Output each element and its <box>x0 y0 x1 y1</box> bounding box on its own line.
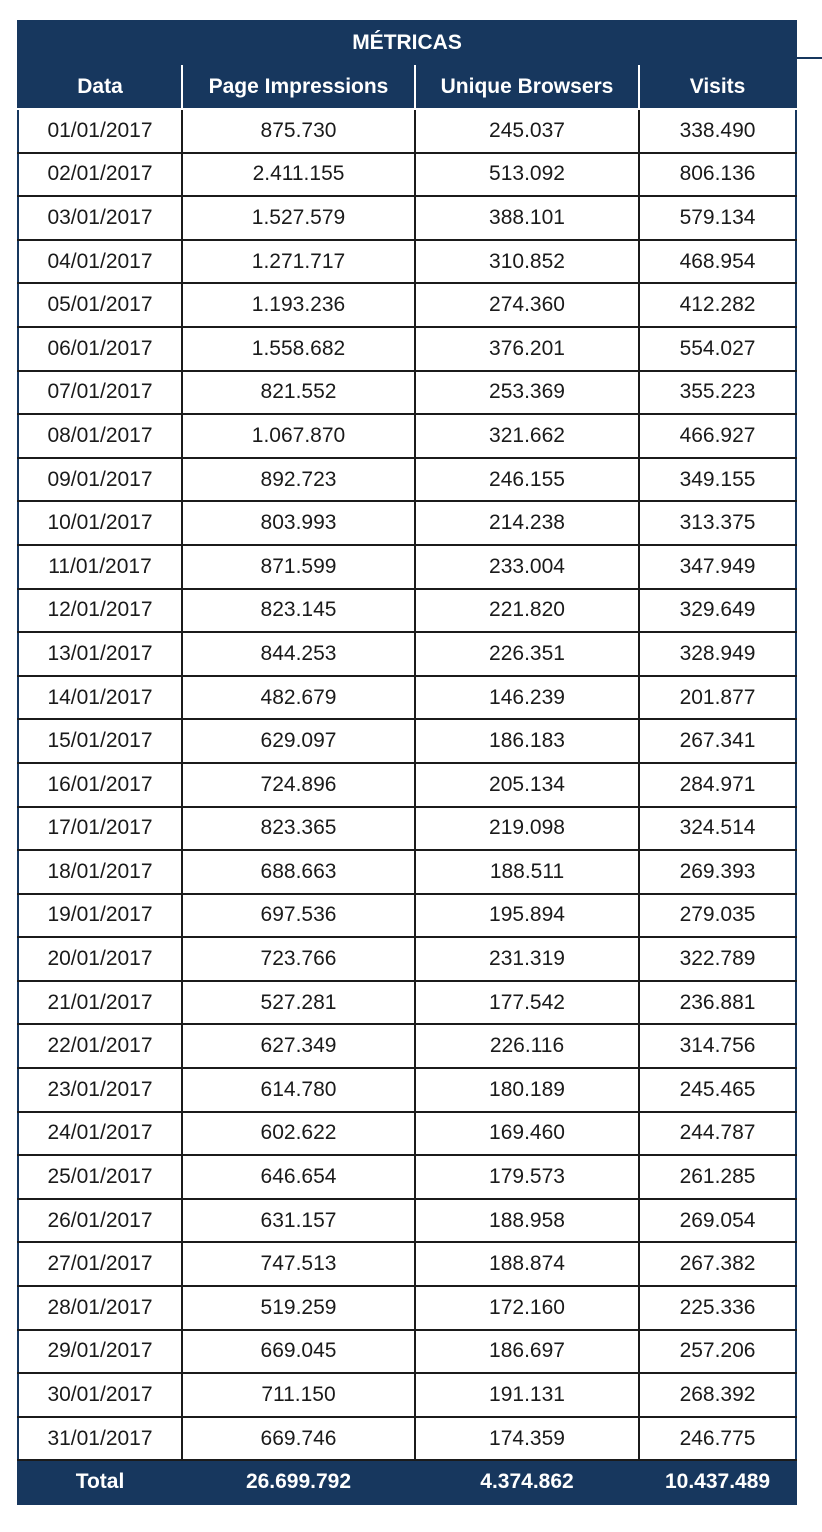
cell-date: 30/01/2017 <box>18 1373 182 1417</box>
cell-visits: 284.971 <box>639 763 796 807</box>
cell-page-impressions: 629.097 <box>182 719 415 763</box>
cell-page-impressions: 631.157 <box>182 1199 415 1243</box>
column-header-unique-browsers: Unique Browsers <box>415 64 639 109</box>
cell-unique-browsers: 186.183 <box>415 719 639 763</box>
table-row <box>18 894 796 938</box>
table-row <box>18 501 796 545</box>
cell-unique-browsers: 253.369 <box>415 371 639 415</box>
cell-date: 12/01/2017 <box>18 589 182 633</box>
cell-date: 29/01/2017 <box>18 1330 182 1374</box>
cell-visits: 268.392 <box>639 1373 796 1417</box>
cell-date: 17/01/2017 <box>18 807 182 851</box>
cell-unique-browsers: 188.874 <box>415 1242 639 1286</box>
cell-date: 08/01/2017 <box>18 414 182 458</box>
cell-unique-browsers: 205.134 <box>415 763 639 807</box>
cell-page-impressions: 614.780 <box>182 1068 415 1112</box>
cell-date: 22/01/2017 <box>18 1024 182 1068</box>
cell-visits: 313.375 <box>639 501 796 545</box>
cell-page-impressions: 892.723 <box>182 458 415 502</box>
cell-page-impressions: 723.766 <box>182 937 415 981</box>
cell-date: 16/01/2017 <box>18 763 182 807</box>
table-row <box>18 327 796 371</box>
cell-page-impressions: 602.622 <box>182 1112 415 1156</box>
cell-visits: 347.949 <box>639 545 796 589</box>
cell-page-impressions: 669.746 <box>182 1417 415 1461</box>
cell-date: 04/01/2017 <box>18 240 182 284</box>
cell-unique-browsers: 188.958 <box>415 1199 639 1243</box>
cell-unique-browsers: 180.189 <box>415 1068 639 1112</box>
cell-visits: 329.649 <box>639 589 796 633</box>
cell-unique-browsers: 231.319 <box>415 937 639 981</box>
cell-date: 05/01/2017 <box>18 283 182 327</box>
cell-date: 14/01/2017 <box>18 676 182 720</box>
cell-visits: 279.035 <box>639 894 796 938</box>
cell-visits: 349.155 <box>639 458 796 502</box>
cell-unique-browsers: 310.852 <box>415 240 639 284</box>
table-row <box>18 458 796 502</box>
cell-unique-browsers: 179.573 <box>415 1155 639 1199</box>
cell-page-impressions: 688.663 <box>182 850 415 894</box>
table-row <box>18 981 796 1025</box>
table-row <box>18 937 796 981</box>
cell-page-impressions: 669.045 <box>182 1330 415 1374</box>
total-page-impressions: 26.699.792 <box>182 1460 415 1504</box>
cell-visits: 554.027 <box>639 327 796 371</box>
cell-visits: 257.206 <box>639 1330 796 1374</box>
cell-unique-browsers: 388.101 <box>415 196 639 240</box>
cell-date: 02/01/2017 <box>18 153 182 197</box>
table-row <box>18 545 796 589</box>
cell-unique-browsers: 186.697 <box>415 1330 639 1374</box>
cell-page-impressions: 1.067.870 <box>182 414 415 458</box>
cell-visits: 267.341 <box>639 719 796 763</box>
cell-unique-browsers: 221.820 <box>415 589 639 633</box>
total-row <box>18 1460 796 1504</box>
cell-page-impressions: 1.193.236 <box>182 283 415 327</box>
cell-visits: 269.054 <box>639 1199 796 1243</box>
cell-page-impressions: 844.253 <box>182 632 415 676</box>
total-label: Total <box>18 1460 182 1504</box>
cell-date: 06/01/2017 <box>18 327 182 371</box>
cell-unique-browsers: 274.360 <box>415 283 639 327</box>
table-row <box>18 109 796 153</box>
cell-page-impressions: 646.654 <box>182 1155 415 1199</box>
cell-date: 13/01/2017 <box>18 632 182 676</box>
table-row <box>18 1286 796 1330</box>
cell-visits: 225.336 <box>639 1286 796 1330</box>
cell-page-impressions: 482.679 <box>182 676 415 720</box>
cell-unique-browsers: 226.116 <box>415 1024 639 1068</box>
table-title: MÉTRICAS <box>18 21 796 64</box>
table-row <box>18 283 796 327</box>
cell-unique-browsers: 219.098 <box>415 807 639 851</box>
table-row <box>18 719 796 763</box>
table-row <box>18 850 796 894</box>
cell-page-impressions: 871.599 <box>182 545 415 589</box>
cell-date: 19/01/2017 <box>18 894 182 938</box>
table-row <box>18 589 796 633</box>
accent-line <box>795 57 822 59</box>
cell-date: 15/01/2017 <box>18 719 182 763</box>
cell-date: 01/01/2017 <box>18 109 182 153</box>
table-row <box>18 371 796 415</box>
cell-unique-browsers: 195.894 <box>415 894 639 938</box>
cell-page-impressions: 711.150 <box>182 1373 415 1417</box>
cell-visits: 468.954 <box>639 240 796 284</box>
cell-unique-browsers: 172.160 <box>415 1286 639 1330</box>
cell-page-impressions: 1.558.682 <box>182 327 415 371</box>
cell-date: 24/01/2017 <box>18 1112 182 1156</box>
cell-date: 11/01/2017 <box>18 545 182 589</box>
cell-page-impressions: 724.896 <box>182 763 415 807</box>
column-header-date: Data <box>18 64 182 109</box>
cell-page-impressions: 1.527.579 <box>182 196 415 240</box>
cell-unique-browsers: 169.460 <box>415 1112 639 1156</box>
cell-date: 27/01/2017 <box>18 1242 182 1286</box>
cell-page-impressions: 519.259 <box>182 1286 415 1330</box>
cell-visits: 355.223 <box>639 371 796 415</box>
table-row <box>18 153 796 197</box>
cell-visits: 338.490 <box>639 109 796 153</box>
table-row <box>18 1199 796 1243</box>
table-row <box>18 1242 796 1286</box>
cell-date: 26/01/2017 <box>18 1199 182 1243</box>
table-row <box>18 763 796 807</box>
title-row <box>18 21 796 64</box>
cell-date: 31/01/2017 <box>18 1417 182 1461</box>
header-row <box>18 64 796 109</box>
table-row <box>18 240 796 284</box>
table-row <box>18 196 796 240</box>
table-row <box>18 414 796 458</box>
cell-unique-browsers: 191.131 <box>415 1373 639 1417</box>
column-header-page-impressions: Page Impressions <box>182 64 415 109</box>
cell-page-impressions: 2.411.155 <box>182 153 415 197</box>
cell-visits: 314.756 <box>639 1024 796 1068</box>
cell-page-impressions: 821.552 <box>182 371 415 415</box>
cell-page-impressions: 823.365 <box>182 807 415 851</box>
cell-date: 21/01/2017 <box>18 981 182 1025</box>
cell-date: 25/01/2017 <box>18 1155 182 1199</box>
cell-unique-browsers: 174.359 <box>415 1417 639 1461</box>
cell-visits: 579.134 <box>639 196 796 240</box>
cell-date: 10/01/2017 <box>18 501 182 545</box>
cell-page-impressions: 823.145 <box>182 589 415 633</box>
cell-date: 18/01/2017 <box>18 850 182 894</box>
cell-unique-browsers: 214.238 <box>415 501 639 545</box>
cell-visits: 412.282 <box>639 283 796 327</box>
cell-visits: 328.949 <box>639 632 796 676</box>
table-row <box>18 632 796 676</box>
table-row <box>18 1330 796 1374</box>
cell-unique-browsers: 321.662 <box>415 414 639 458</box>
cell-visits: 267.382 <box>639 1242 796 1286</box>
cell-unique-browsers: 245.037 <box>415 109 639 153</box>
cell-date: 03/01/2017 <box>18 196 182 240</box>
table-body <box>18 109 796 1460</box>
cell-unique-browsers: 513.092 <box>415 153 639 197</box>
cell-date: 09/01/2017 <box>18 458 182 502</box>
cell-page-impressions: 747.513 <box>182 1242 415 1286</box>
cell-unique-browsers: 226.351 <box>415 632 639 676</box>
cell-page-impressions: 875.730 <box>182 109 415 153</box>
table-row <box>18 1068 796 1112</box>
cell-visits: 244.787 <box>639 1112 796 1156</box>
table-row <box>18 807 796 851</box>
table-row <box>18 676 796 720</box>
cell-visits: 466.927 <box>639 414 796 458</box>
table-row <box>18 1024 796 1068</box>
metrics-table <box>17 20 797 1505</box>
cell-visits: 269.393 <box>639 850 796 894</box>
column-header-visits: Visits <box>639 64 796 109</box>
cell-unique-browsers: 177.542 <box>415 981 639 1025</box>
cell-visits: 246.775 <box>639 1417 796 1461</box>
total-unique-browsers: 4.374.862 <box>415 1460 639 1504</box>
cell-unique-browsers: 146.239 <box>415 676 639 720</box>
cell-visits: 261.285 <box>639 1155 796 1199</box>
cell-unique-browsers: 188.511 <box>415 850 639 894</box>
cell-date: 28/01/2017 <box>18 1286 182 1330</box>
cell-visits: 322.789 <box>639 937 796 981</box>
cell-page-impressions: 803.993 <box>182 501 415 545</box>
cell-visits: 201.877 <box>639 676 796 720</box>
cell-unique-browsers: 233.004 <box>415 545 639 589</box>
cell-page-impressions: 627.349 <box>182 1024 415 1068</box>
table-row <box>18 1155 796 1199</box>
table-row <box>18 1417 796 1461</box>
cell-date: 23/01/2017 <box>18 1068 182 1112</box>
cell-page-impressions: 527.281 <box>182 981 415 1025</box>
total-visits: 10.437.489 <box>639 1460 796 1504</box>
table-row <box>18 1373 796 1417</box>
cell-visits: 236.881 <box>639 981 796 1025</box>
cell-page-impressions: 697.536 <box>182 894 415 938</box>
cell-date: 07/01/2017 <box>18 371 182 415</box>
cell-unique-browsers: 246.155 <box>415 458 639 502</box>
table-row <box>18 1112 796 1156</box>
cell-visits: 324.514 <box>639 807 796 851</box>
cell-page-impressions: 1.271.717 <box>182 240 415 284</box>
cell-date: 20/01/2017 <box>18 937 182 981</box>
cell-unique-browsers: 376.201 <box>415 327 639 371</box>
cell-visits: 245.465 <box>639 1068 796 1112</box>
cell-visits: 806.136 <box>639 153 796 197</box>
